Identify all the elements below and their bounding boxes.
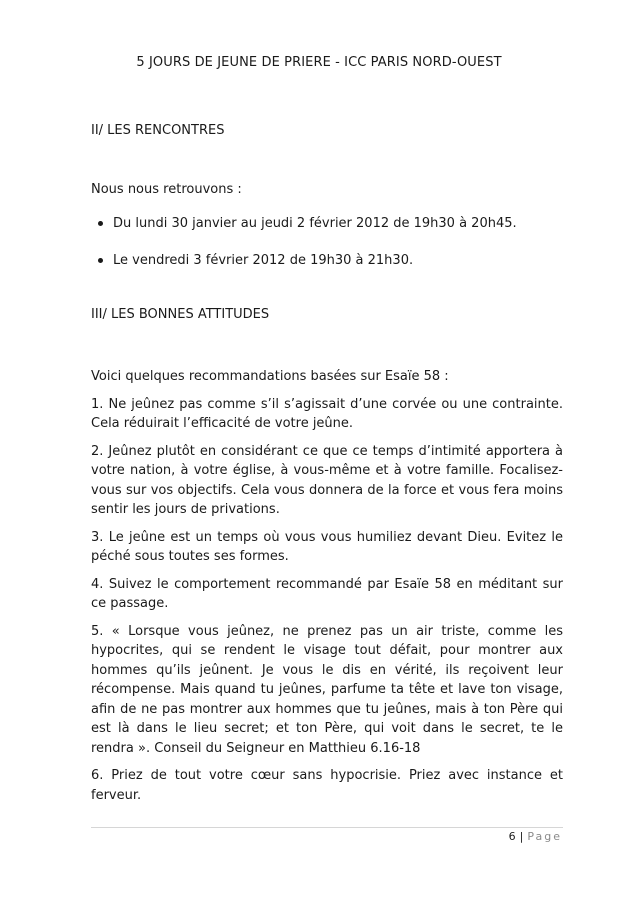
section-heading: II/ LES RENCONTRES (91, 123, 225, 138)
list-item (91, 251, 563, 271)
list-item (91, 214, 563, 234)
section-rencontres-body (91, 180, 563, 289)
recommendation-paragraph: 3. Le jeûne est un temps où vous vous humiliez devant Dieu. Evitez le péché sous toutes ses formes. (91, 529, 563, 564)
recommendation-paragraph: 5. « Lorsque vous jeûnez, ne prenez pas un air triste, comme les hypocrites, qui se rendent le visage tout défait, pour montrer aux hommes qu’ils jeûnent. Je vous le dis en vérité, ils reçoivent leur récompense. Mais quand tu jeûnes, parfume ta tête et lave ton visage, afin de ne pas montrer aux hommes que tu jeûnes, mais à ton Père qui est là dans le lieu secret; et ton Père, qui voit dans le secret, te le rendra ». Conseil du Seigneur en Matthieu 6.16-18 (91, 623, 563, 756)
section-attitudes (91, 305, 563, 325)
bullet-icon (98, 258, 103, 263)
section-heading: III/ LES BONNES ATTITUDES (91, 307, 270, 322)
section-rencontres (91, 121, 563, 141)
recommendation-paragraph: 2. Jeûnez plutôt en considérant ce que ce temps d’intimité apportera à votre nation, à votre église, à vous-même et à votre famille. Focalisez-vous sur vos objectifs. Cela vous donnera de la force et vous fera moins sentir les jours de privations. (91, 443, 563, 517)
bullet-icon (98, 221, 103, 226)
recommendation-paragraph: 6. Priez de tout votre cœur sans hypocrisie. Priez avec instance et ferveur. (91, 768, 563, 803)
page-label: Page (527, 830, 562, 843)
page-header: 5 JOURS DE JEUNE DE PRIERE - ICC PARIS NORD-OUEST (136, 55, 502, 70)
page-number: 6 (508, 830, 516, 843)
list-item-text: Du lundi 30 janvier au jeudi 2 février 2012 de 19h30 à 20h45. (113, 215, 517, 231)
recommendation-paragraph: 4. Suivez le comportement recommandé par Esaïe 58 en méditant sur ce passage. (91, 576, 563, 611)
footer-divider (91, 827, 563, 828)
recommendation-paragraph: 1. Ne jeûnez pas comme s’il s’agissait d’une corvée ou une contrainte. Cela réduirait l’efficacité de votre jeûne. (91, 396, 563, 431)
schedule-list (91, 214, 563, 271)
intro-text: Nous nous retrouvons : (91, 182, 242, 197)
page-footer (509, 830, 562, 843)
footer-separator: | (519, 830, 524, 843)
intro-text: Voici quelques recommandations basées sur Esaïe 58 : (91, 369, 449, 384)
section-attitudes-body (91, 367, 563, 813)
list-item-text: Le vendredi 3 février 2012 de 19h30 à 21h30. (113, 253, 414, 268)
